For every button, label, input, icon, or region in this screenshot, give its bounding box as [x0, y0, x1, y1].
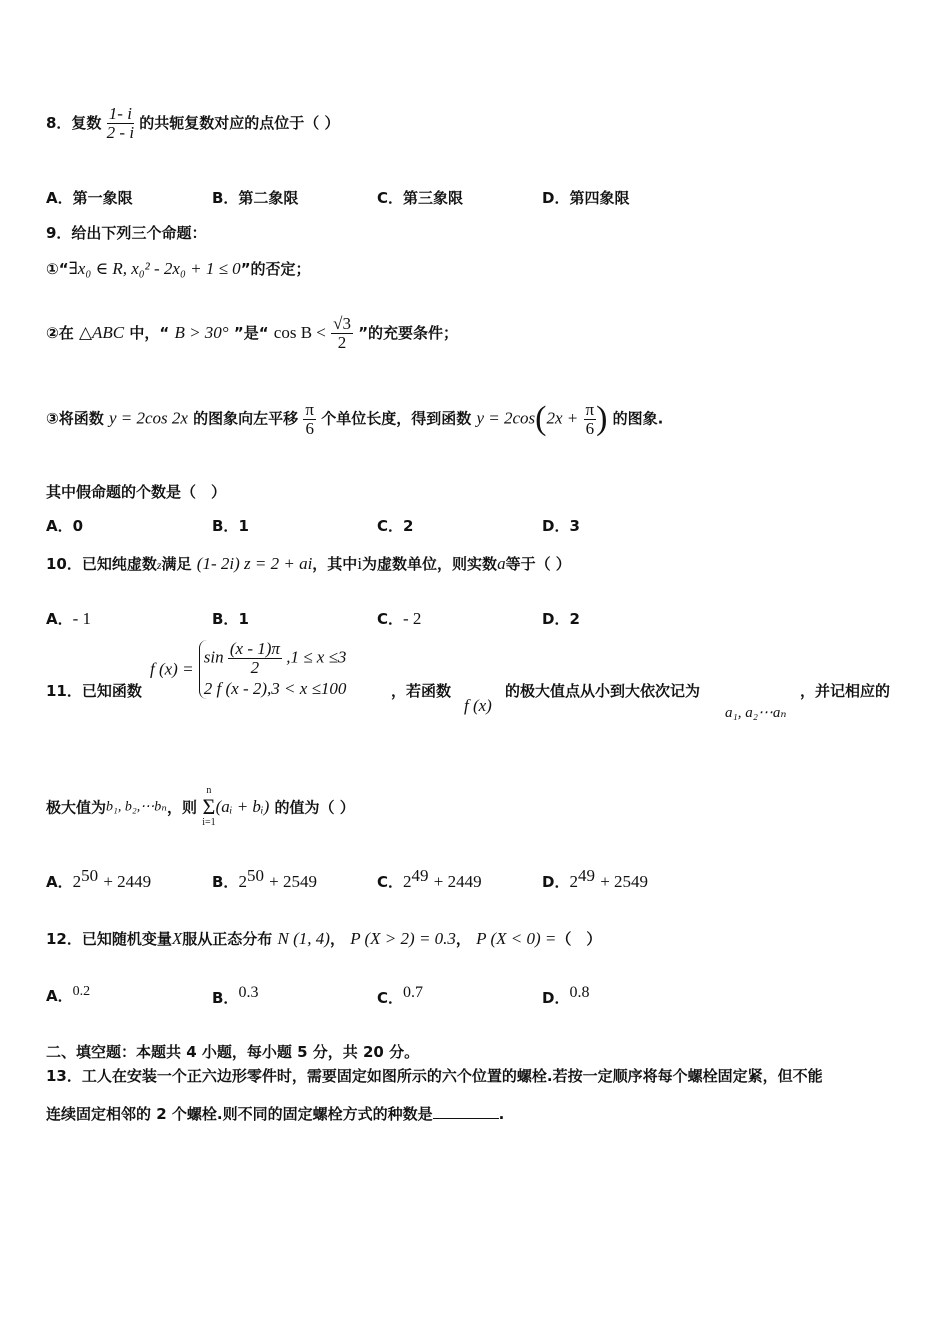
q11-piecewise: f (x) = sin $\frac{(x - 1)\pi}{2}$ ,1 ≤ x ≤3 2 f (x - 2),3 < x ≤100 [150, 639, 347, 698]
q9-p2-fraction: $\frac{√3}{2}$ [333, 314, 351, 352]
q11-line2: 极大值为b₁, b₂,⋯bₙ，则 n Σ i=1 (aᵢ + bᵢ) 的值为（ ） [46, 785, 355, 828]
q9-p1-math: ∃x₀ ∈ R, x₀² - 2x₀ + 1 ≤ 0 [68, 259, 241, 278]
q11-option-c[interactable]: C．249 + 2449 [377, 866, 482, 891]
q8-fraction: $\frac{1- i}{2 - i}$ [106, 104, 135, 142]
q9-proposition-1: ①“∃x₀ ∈ R, x₀² - 2x₀ + 1 ≤ 0”的否定； [46, 259, 311, 278]
q11-option-d[interactable]: D．249 + 2549 [542, 866, 649, 891]
q9-proposition-2: ②在 △ABC 中，“ B > 30° ”是“ cos B < $\frac{√3}{2}$ ”的充要条件； [46, 314, 459, 352]
q10-option-d[interactable]: D．2 [542, 610, 580, 628]
q9-option-c[interactable]: C．2 [377, 517, 414, 535]
q13-answer-blank[interactable] [433, 1118, 499, 1119]
q11-stem-label: 11．已知函数 [46, 682, 142, 700]
q12-option-c[interactable]: C．0.7 [377, 984, 424, 1007]
q9-ask: 其中假命题的个数是（ ） [46, 483, 227, 501]
q13-line1: 13．工人在安装一个正六边形零件时，需要固定如图所示的六个位置的螺栓.若按一定顺序将每个螺栓固定紧，但不能 [46, 1067, 823, 1085]
section-heading: 二、填空题：本题共 4 小题，每小题 5 分，共 20 分。 [46, 1043, 420, 1061]
q10-equation: (1- 2i) z = 2 + ai [196, 554, 313, 573]
q11-seq-a: a₁, a₂⋯aₙ [725, 705, 787, 721]
q11-fx2: f (x) [464, 696, 492, 715]
q11-sum: n Σ i=1 [202, 785, 216, 828]
q10-option-c[interactable]: C．- 2 [377, 609, 422, 628]
q9-option-d[interactable]: D．3 [542, 517, 580, 535]
q11-stem-post: ，并记相应的 [800, 682, 891, 700]
q11-stem-mid: ，若函数 [391, 682, 452, 700]
q13-line2: 连续固定相邻的 2 个螺栓.则不同的固定螺栓方式的种数是 . [46, 1105, 505, 1123]
q10-option-a[interactable]: A．- 1 [46, 609, 92, 628]
q11-option-b[interactable]: B．250 + 2549 [212, 866, 318, 891]
q9-p3-fraction: $\frac{\pi}{6}$ [305, 399, 314, 438]
q11-stem-mid2: 的极大值点从小到大依次记为 [505, 682, 701, 700]
q10-option-b[interactable]: B．1 [212, 610, 249, 628]
q9-stem: 9．给出下列三个命题： [46, 224, 207, 242]
q12-stem: 12．已知随机变量X服从正态分布 N (1, 4)， P (X > 2) = 0.3， P (X < 0) =（ ） [46, 929, 602, 948]
q10-stem: 10．已知纯虚数z满足 (1- 2i) z = 2 + ai，其中i为虚数单位，则实数a等于（ ） [46, 554, 571, 573]
q8-option-c[interactable]: C．第三象限 [377, 189, 464, 207]
q11-option-a[interactable]: A．250 + 2449 [46, 866, 152, 891]
q8-option-d[interactable]: D．第四象限 [542, 189, 630, 207]
q9-option-b[interactable]: B．1 [212, 517, 249, 535]
q8-option-b[interactable]: B．第二象限 [212, 189, 299, 207]
q8-stem: 8．复数 $\frac{1- i}{2 - i}$ 的共轭复数对应的点位于（ ） [46, 104, 340, 142]
q9-proposition-3: ③将函数 y = 2cos 2x 的图象向左平移 $\frac{\pi}{6}$ 个单位长度，得到函数 y = 2cos(2x + $\frac{\pi}{6}$ ) 的图象. [46, 399, 664, 438]
q9-option-a[interactable]: A．0 [46, 517, 84, 535]
q12-option-d[interactable]: D．0.8 [542, 984, 590, 1007]
q9-p3-fraction-2: $\frac{\pi}{6}$ [585, 399, 595, 438]
q8-option-a[interactable]: A．第一象限 [46, 189, 133, 207]
q12-option-b[interactable]: B．0.3 [212, 984, 259, 1007]
q12-option-a[interactable]: A．0.2 [46, 984, 91, 1005]
